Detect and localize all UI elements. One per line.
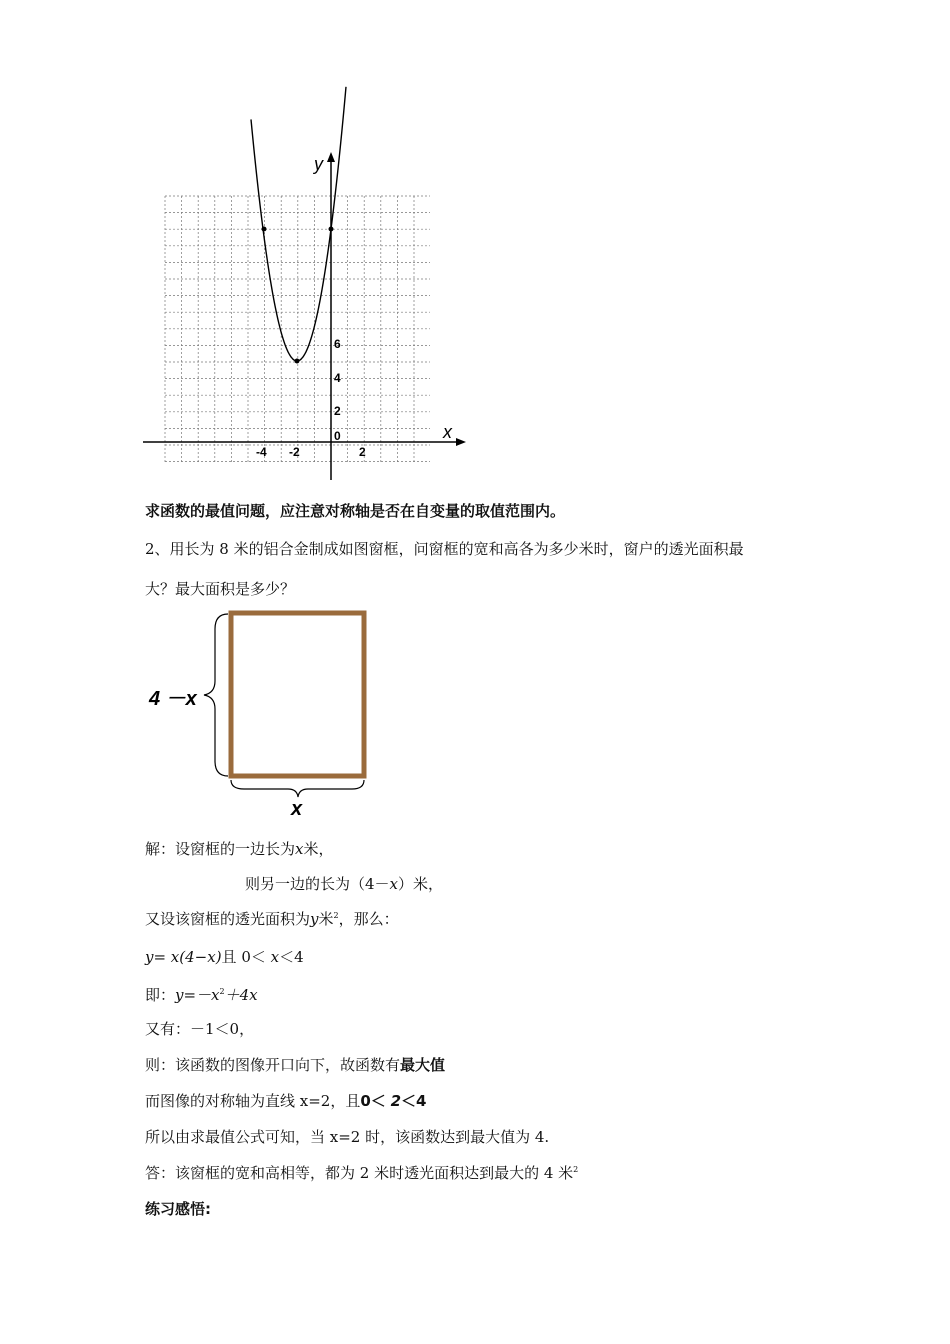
- point-minus4-6: [262, 227, 267, 232]
- bottom-brace: [231, 780, 364, 797]
- solution-line-9: 所以由求最值公式可知，当 x=2 时，该函数达到最大值为 4.: [145, 1128, 550, 1146]
- y-tick-2: 2: [334, 404, 341, 418]
- x-tick-2: 2: [359, 445, 366, 459]
- window-frame: [231, 613, 364, 776]
- x-axis-label: x: [443, 422, 452, 442]
- point-0-6: [329, 227, 334, 232]
- y-axis-label: y: [314, 154, 323, 174]
- y-axis-arrow: [327, 152, 335, 162]
- answer-line: 答：该窗框的宽和高相等，都为 2 米时透光面积达到最大的 4 米$^2$: [145, 1164, 579, 1182]
- x-tick-minus4: -4: [256, 445, 267, 459]
- solution-line-3: 又设该窗框的透光面积为y米$^2$，那么：: [145, 910, 399, 928]
- window-frame-figure: [140, 605, 380, 825]
- x-tick-minus2: -2: [289, 445, 300, 459]
- problem-line-2: 大？最大面积是多少？: [145, 580, 296, 598]
- hint-note: 求函数的最值问题，应注意对称轴是否在自变量的取值范围内。: [145, 502, 566, 520]
- solution-line-5: 即：$y=-x^2+4x$: [145, 986, 258, 1004]
- x-axis-arrow: [456, 438, 466, 446]
- solution-line-1: 解：设窗框的一边长为x米，: [145, 840, 334, 858]
- solution-line-7: 则：该函数的图像开口向下，故函数有最大值: [145, 1056, 446, 1074]
- left-brace: [204, 614, 228, 776]
- solution-line-6: 又有：－1＜0，: [145, 1020, 255, 1038]
- practice-heading: 练习感悟:: [145, 1200, 211, 1218]
- solution-line-8: 而图像的对称轴为直线 x=2，且0＜ 2＜4: [145, 1092, 427, 1110]
- vertex-point: [295, 359, 300, 364]
- solution-line-2: 则另一边的长为（4－x）米，: [245, 875, 444, 893]
- solution-line-4: y= x(4−x)且 0＜ x＜4: [145, 948, 304, 966]
- y-tick-4: 4: [334, 371, 341, 385]
- width-label: x: [291, 798, 303, 820]
- origin-label: 0: [334, 429, 341, 443]
- y-tick-6: 6: [334, 337, 341, 351]
- parabola-graph: [0, 0, 950, 500]
- problem-line-1: 2、用长为 8 米的铝合金制成如图窗框，问窗框的宽和高各为多少米时，窗户的透光面积最: [145, 540, 744, 558]
- grid: [165, 196, 430, 462]
- height-label: 4 －x: [149, 688, 197, 710]
